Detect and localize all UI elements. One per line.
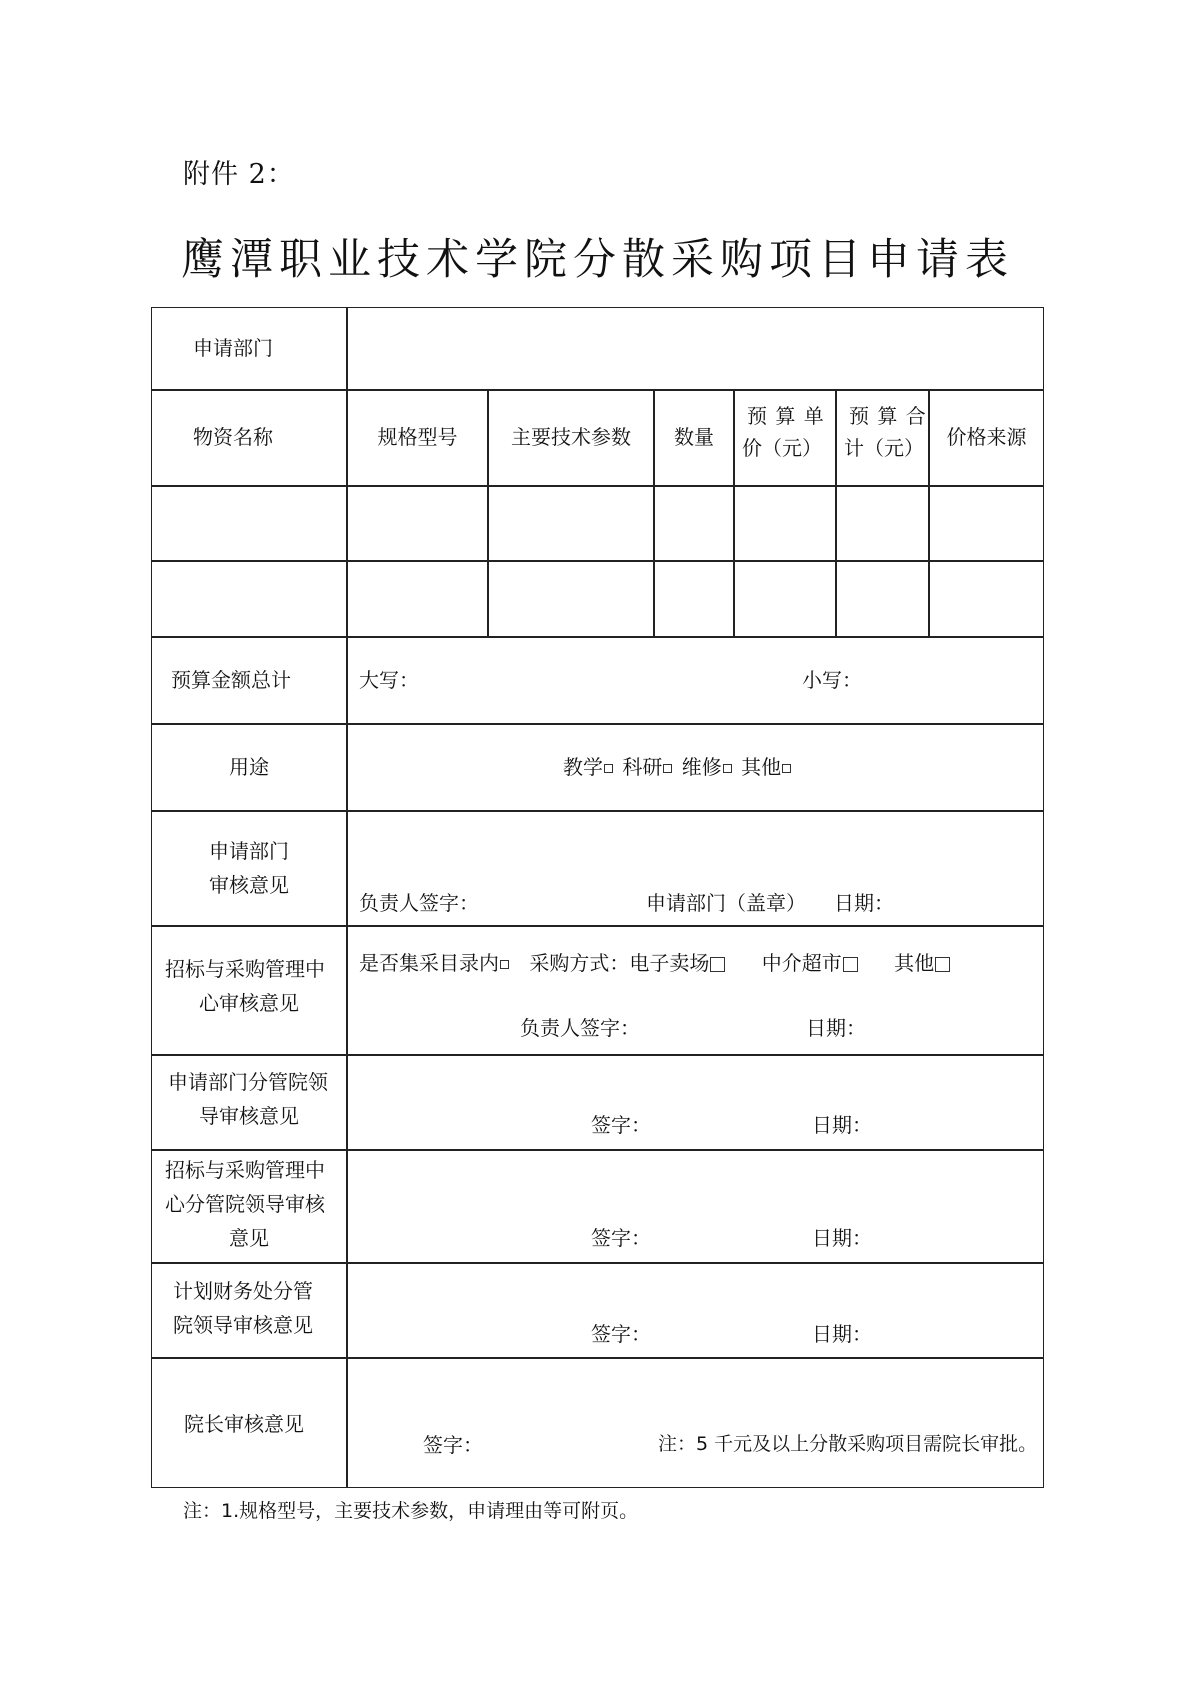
procurement-leader-review-label-line2: 心分管院领导审核 [165,1192,325,1216]
dept-leader-sign: 签字： [591,1113,651,1137]
row-divider [152,1262,1043,1264]
checkbox-icon[interactable] [843,957,858,972]
budget-total-label: 预算金额总计 [171,668,291,692]
procurement-review-date: 日期： [806,1016,866,1040]
form-title: 鹰潭职业技术学院分散采购项目申请表 [181,235,1014,285]
procurement-method-label: 采购方式： [529,951,630,975]
procurement-review-signer: 负责人签字： [520,1016,640,1040]
president-approval-note: 注：5 千元及以上分散采购项目需院长审批。 [658,1433,1038,1455]
dept-review-label-line2: 审核意见 [209,873,289,897]
price-source-header: 价格来源 [946,425,1027,449]
finance-sign: 签字： [591,1322,651,1346]
quantity-header: 数量 [674,425,714,449]
dept-leader-review-label-line2: 导审核意见 [199,1104,299,1128]
checkbox-icon[interactable] [782,764,791,773]
method-option-other[interactable]: 其他 [894,951,950,975]
procurement-review-options [359,951,950,975]
procurement-leader-review-label-line3: 意见 [229,1226,269,1250]
row-divider [152,1357,1043,1359]
procurement-review-label-line2: 心审核意见 [199,991,299,1015]
president-sign: 签字： [423,1433,483,1457]
spec-model-header: 规格型号 [377,425,458,449]
finance-date: 日期： [812,1322,872,1346]
purpose-option-research[interactable]: 科研 [622,755,672,779]
main-params-header: 主要技术参数 [511,425,631,449]
total-header-line1: 预 算 合 [849,404,927,428]
procurement-review-label-line1: 招标与采购管理中 [165,957,325,981]
procurement-leader-sign: 签字： [591,1226,651,1250]
checkbox-icon[interactable] [723,764,732,773]
row-divider [152,723,1043,725]
row-divider [152,1054,1043,1056]
checkbox-icon[interactable] [710,957,725,972]
method-option-agency[interactable]: 中介超市 [762,951,858,975]
purpose-options [563,755,791,779]
applying-dept-label: 申请部门 [193,336,273,360]
unit-price-header-line2: 价（元） [742,436,822,460]
row-divider [152,1149,1043,1151]
dept-review-label-line1: 申请部门 [209,839,289,863]
item-name-header: 物资名称 [193,425,273,449]
item-row[interactable] [152,487,1043,560]
finance-review-label-line1: 计划财务处分管 [173,1279,313,1303]
unit-price-header-line1: 预 算 单 [747,404,825,428]
total-header-line2: 计（元） [844,436,924,460]
row-divider [152,636,1043,638]
in-catalog-option[interactable]: 是否集采目录内 [359,951,509,975]
dept-leader-review-label-line1: 申请部门分管院领 [168,1070,328,1094]
application-form-table [151,307,1044,1488]
amount-lowercase-label: 小写： [802,668,862,692]
purpose-option-teaching[interactable]: 教学 [563,755,613,779]
purpose-option-repair[interactable]: 维修 [682,755,732,779]
applying-dept-field[interactable] [348,308,1043,389]
dept-review-date: 日期： [834,891,894,915]
purpose-option-other[interactable]: 其他 [741,755,791,779]
item-row[interactable] [152,562,1043,636]
procurement-leader-review-label-line1: 招标与采购管理中 [165,1158,325,1182]
dept-leader-date: 日期： [812,1113,872,1137]
checkbox-icon[interactable] [500,960,509,969]
checkbox-icon[interactable] [663,764,672,773]
procurement-leader-date: 日期： [812,1226,872,1250]
attachment-label: 附件 2： [183,159,295,190]
president-review-label: 院长审核意见 [184,1412,304,1436]
amount-uppercase-label: 大写： [359,668,419,692]
dept-review-signer: 负责人签字： [359,891,479,915]
row-divider [152,925,1043,927]
checkbox-icon[interactable] [935,957,950,972]
column-divider [346,308,348,1487]
row-divider [152,389,1043,391]
dept-review-stamp: 申请部门（盖章） [646,891,806,915]
checkbox-icon[interactable] [604,764,613,773]
row-divider [152,810,1043,812]
finance-review-label-line2: 院领导审核意见 [173,1313,313,1337]
method-option-e-mall[interactable]: 电子卖场 [629,951,725,975]
footer-note: 注：1.规格型号，主要技术参数，申请理由等可附页。 [183,1500,639,1522]
purpose-label: 用途 [229,755,269,779]
